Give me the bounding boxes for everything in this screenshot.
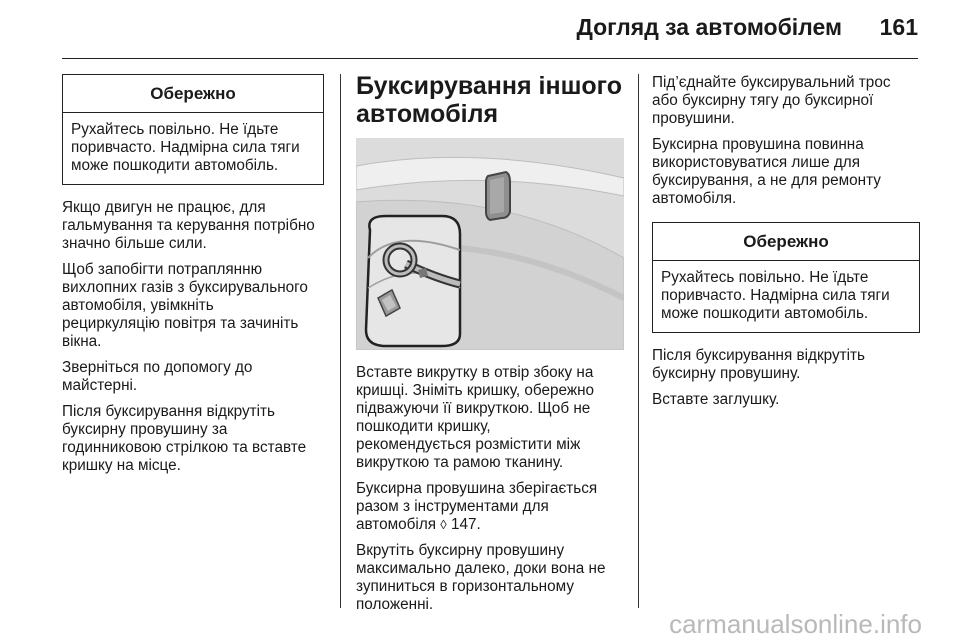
paragraph: Після буксирування відкрутіть буксирну провушину за годинниковою стрілкою та вставте кришку на місце. (62, 403, 307, 474)
tow-eye-illustration (356, 138, 624, 350)
caution-heading: Обережно (63, 75, 323, 113)
paragraph: Щоб запобігти потраплянню вихлопних газів з буксирувального автомобіля, увімкніть рециркуляцію повітря та зачиніть вікна. (62, 261, 308, 350)
paragraph: Зверніться по допомогу до майстерні. (62, 359, 253, 394)
column-2 (356, 74, 624, 622)
watermark: carmanualsonline.info (669, 609, 922, 639)
caution-box (62, 74, 324, 185)
page-header (0, 0, 960, 60)
paragraph (356, 480, 624, 534)
column-1 (62, 74, 324, 483)
paragraph: Під’єднайте буксирувальний трос або буксирну тягу до буксирної провушини. (652, 74, 891, 127)
paragraph: Вставте викрутку в отвір збоку на кришці. Зніміть кришку, обережно підважуючи її викруткою. Щоб не пошкодити кришку, рекомендується розмістити між викруткою та рамою тканину. (356, 364, 595, 471)
caution-box (652, 222, 920, 333)
paragraph: Вкрутіть буксирну провушину максимально далеко, доки вона не зупиниться в горизонтальному положенні. (356, 542, 606, 613)
header-rule (62, 58, 918, 59)
column-divider (340, 74, 341, 608)
caution-text: Рухайтесь повільно. Не їдьте поривчасто. Надмірна сила тяги може пошкодити автомобіль. (71, 121, 300, 174)
paragraph: Якщо двигун не працює, для гальмування та керування потрібно значно більше сили. (62, 199, 315, 252)
paragraph: Буксирна провушина повинна використовуватися лише для буксирування, а не для ремонту автомобіля. (652, 136, 881, 207)
column-3 (652, 74, 920, 417)
caution-heading: Обережно (653, 223, 919, 261)
page-reference-icon: ◊ (440, 517, 447, 532)
caution-text: Рухайтесь повільно. Не їдьте поривчасто. Надмірна сила тяги може пошкодити автомобіль. (661, 269, 890, 322)
page-number: 161 (879, 14, 918, 40)
section-title: Буксирування іншого автомобіля (356, 72, 623, 128)
column-divider (638, 74, 639, 608)
paragraph-text: Буксирна провушина зберігається разом з інструментами для (356, 480, 598, 515)
ref-prefix: автомобіля (356, 516, 441, 533)
tow-eye-figure (356, 138, 624, 350)
ref-suffix: 147. (446, 516, 481, 533)
paragraph: Вставте заглушку. (652, 391, 780, 408)
paragraph: Після буксирування відкрутіть буксирну провушину. (652, 347, 866, 382)
running-title: Догляд за автомобілем (576, 14, 842, 40)
